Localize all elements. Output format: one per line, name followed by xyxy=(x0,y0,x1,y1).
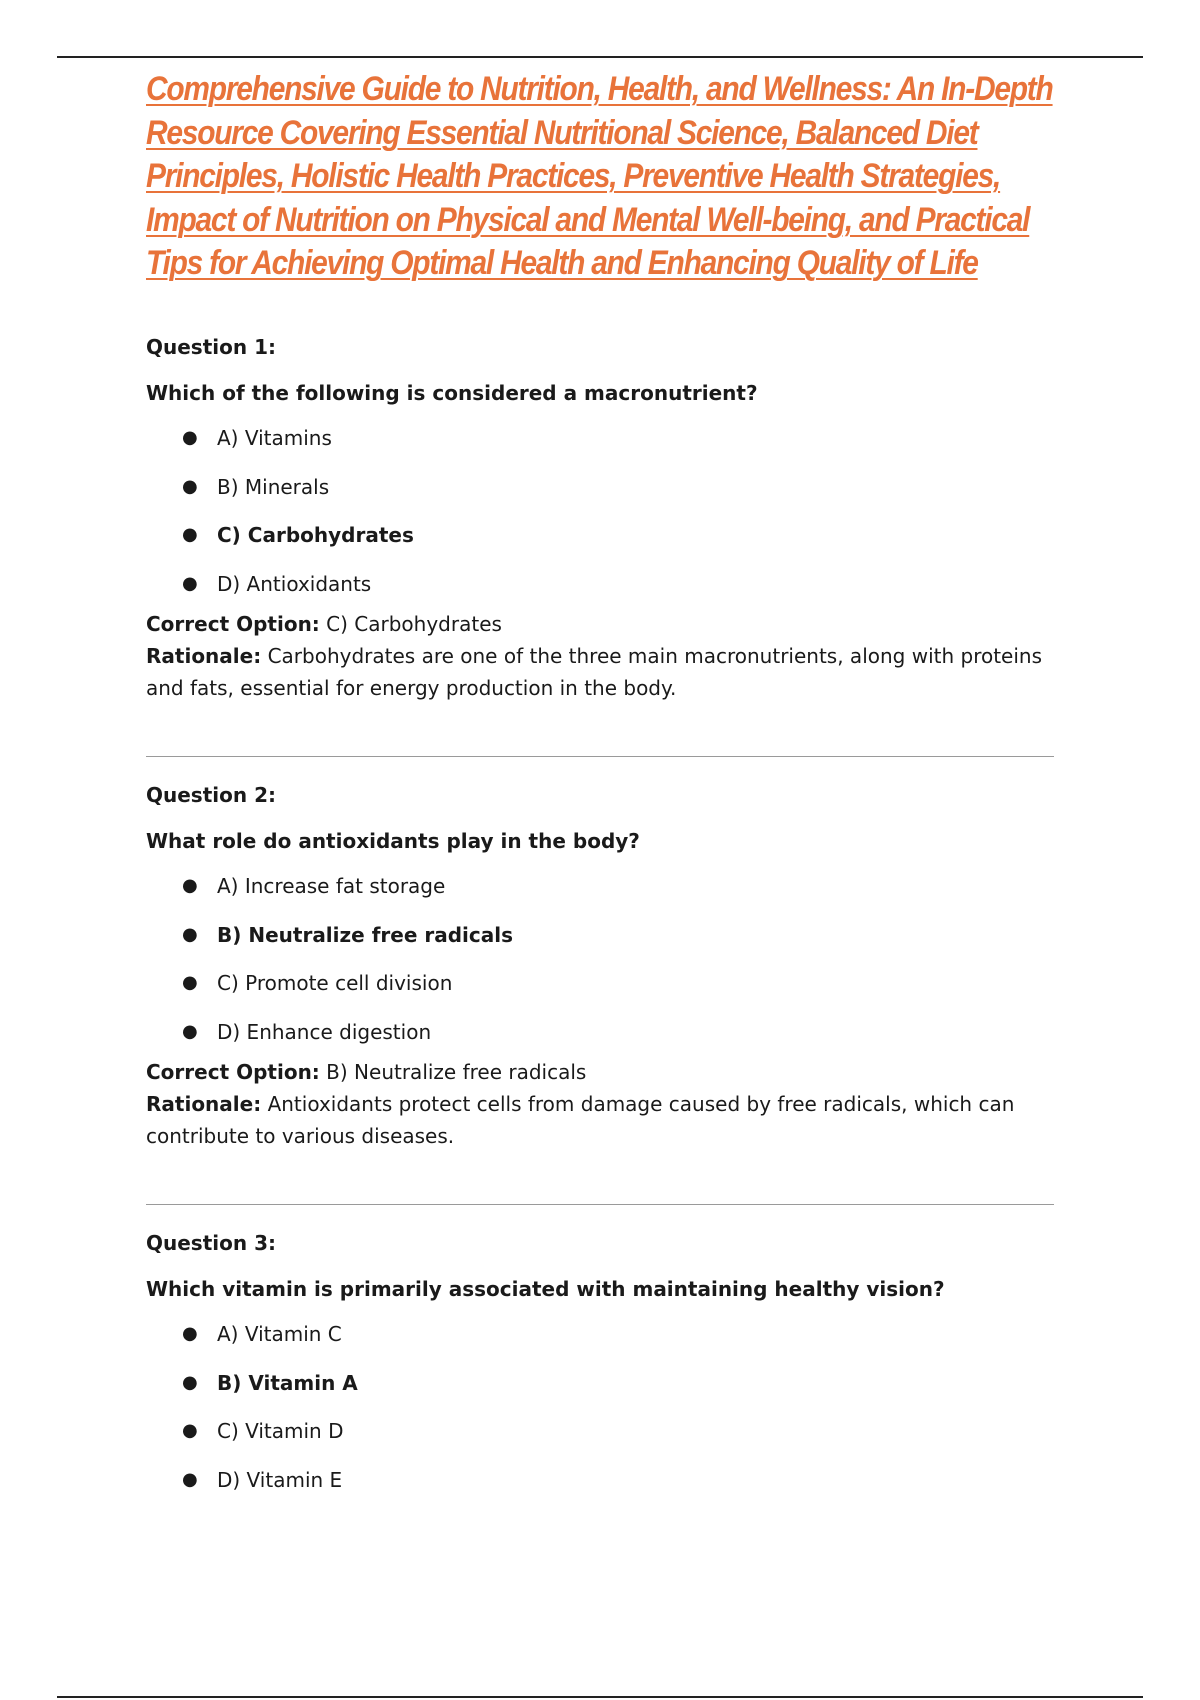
question-text: Which of the following is considered a macronutrient? xyxy=(146,381,758,405)
rationale-line xyxy=(146,1088,1056,1152)
option-label: A) Vitamins xyxy=(217,426,332,450)
bullet-icon: ● xyxy=(182,572,198,594)
option-a xyxy=(146,414,1056,463)
bullet-icon: ● xyxy=(182,875,198,896)
option-d xyxy=(146,1456,1056,1505)
correct-option-label: Correct Option: xyxy=(146,1060,320,1084)
document-body xyxy=(146,68,1056,286)
page-top-rule xyxy=(57,56,1143,58)
rationale-line xyxy=(146,640,1056,704)
option-label: D) Enhance digestion xyxy=(217,1019,432,1044)
section-divider xyxy=(146,756,1054,757)
option-label: B) Vitamin A xyxy=(217,1370,358,1395)
option-c xyxy=(146,511,1056,560)
section-divider xyxy=(146,1204,1054,1205)
correct-option-label: Correct Option: xyxy=(146,612,320,636)
option-label: B) Minerals xyxy=(217,474,330,499)
option-list xyxy=(146,862,1056,1056)
bullet-icon: ● xyxy=(182,1420,198,1441)
option-label: A) Increase fat storage xyxy=(217,874,446,898)
question-number: Question 1: xyxy=(146,335,276,359)
correct-option-value: C) Carbohydrates xyxy=(326,612,502,636)
bullet-icon: ● xyxy=(182,923,198,945)
option-d xyxy=(146,560,1056,609)
option-label: D) Antioxidants xyxy=(217,571,372,596)
option-label: B) Neutralize free radicals xyxy=(217,922,513,947)
option-b xyxy=(146,1359,1056,1408)
option-label: C) Promote cell division xyxy=(217,971,453,995)
bullet-icon: ● xyxy=(182,524,198,545)
page-bottom-rule xyxy=(57,1696,1143,1698)
document-title: Comprehensive Guide to Nutrition, Health, and Wellness: An In-Depth Resource Covering Essential Nutritional Science, Balanced Diet Principles, Holistic Health Practices, Preventive Health Strategies, Impact of Nutrition on Physical and Mental Well-being, and Practical Tips for Achieving Optimal Health and Enhancing Quality of Life xyxy=(146,70,1053,282)
question-text: Which vitamin is primarily associated with maintaining healthy vision? xyxy=(146,1277,945,1301)
correct-option-value: B) Neutralize free radicals xyxy=(326,1060,587,1084)
bullet-icon: ● xyxy=(182,1020,198,1042)
option-c xyxy=(146,959,1056,1008)
option-list xyxy=(146,414,1056,608)
question-number: Question 3: xyxy=(146,1231,276,1255)
option-label: C) Vitamin D xyxy=(217,1419,344,1443)
option-a xyxy=(146,862,1056,911)
bullet-icon: ● xyxy=(182,1468,198,1490)
bullet-icon: ● xyxy=(182,475,198,497)
rationale-text: Carbohydrates are one of the three main macronutrients, along with proteins and fats, essential for energy production in the body. xyxy=(146,644,1043,700)
correct-option-line xyxy=(146,1056,1056,1088)
bullet-icon: ● xyxy=(182,1323,198,1344)
question-1 xyxy=(146,334,1056,704)
option-d xyxy=(146,1008,1056,1057)
answer-block xyxy=(146,608,1056,704)
question-text: What role do antioxidants play in the body? xyxy=(146,829,640,853)
option-label: D) Vitamin E xyxy=(217,1467,343,1492)
bullet-icon: ● xyxy=(182,1371,198,1393)
question-3 xyxy=(146,1230,1056,1504)
option-a xyxy=(146,1310,1056,1359)
option-label: C) Carbohydrates xyxy=(217,523,414,547)
option-b xyxy=(146,463,1056,512)
bullet-icon: ● xyxy=(182,427,198,448)
option-label: A) Vitamin C xyxy=(217,1322,342,1346)
option-list xyxy=(146,1310,1056,1504)
rationale-label: Rationale: xyxy=(146,644,262,668)
question-2 xyxy=(146,782,1056,1152)
rationale-label: Rationale: xyxy=(146,1092,262,1116)
rationale-text: Antioxidants protect cells from damage caused by free radicals, which can contribute to various diseases. xyxy=(146,1092,1015,1148)
option-c xyxy=(146,1407,1056,1456)
answer-block xyxy=(146,1056,1056,1152)
question-number: Question 2: xyxy=(146,783,276,807)
option-b xyxy=(146,911,1056,960)
correct-option-line xyxy=(146,608,1056,640)
bullet-icon: ● xyxy=(182,972,198,993)
